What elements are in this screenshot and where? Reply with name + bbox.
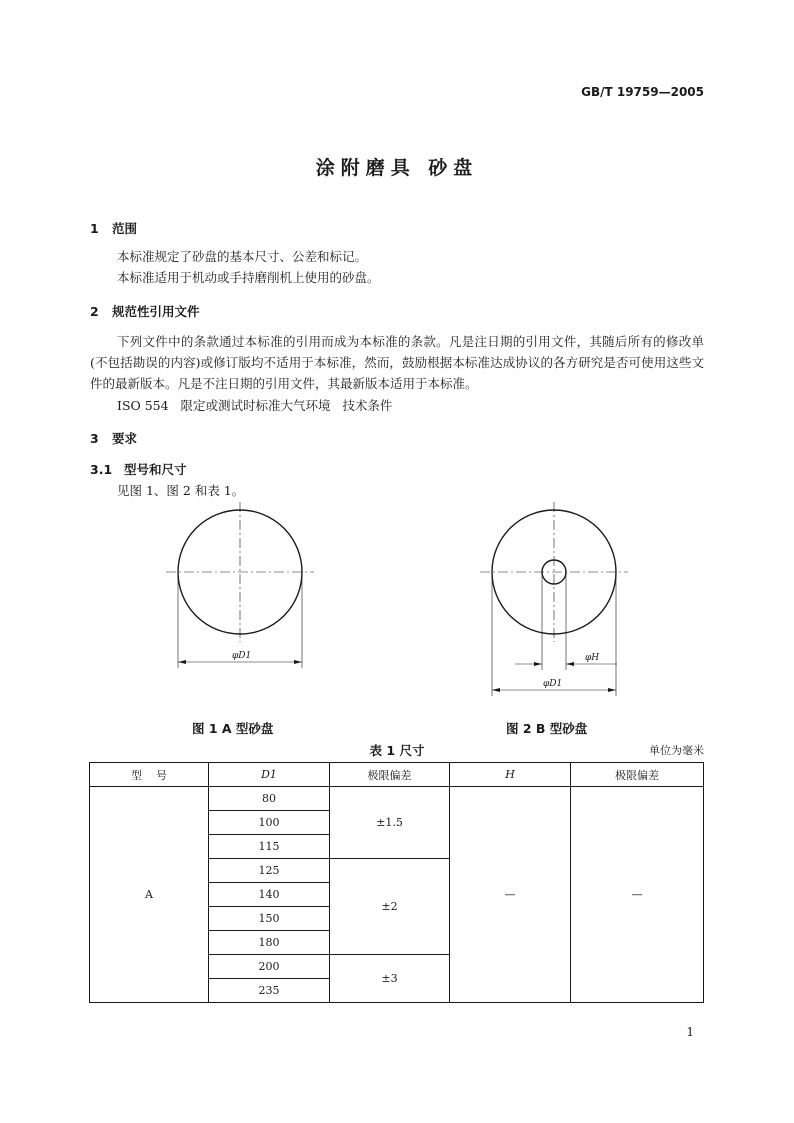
header-tolerance: 极限偏差 [330,763,450,787]
table-header-row [90,763,704,787]
page-number: 1 [686,1025,694,1039]
paragraph: 本标准适用于机动或手持磨削机上使用的砂盘。 [117,270,380,285]
d1-cell: 180 [209,931,330,955]
tolerance-cell: ±1.5 [330,787,450,859]
dimension-table [89,762,704,1003]
d1-cell: 125 [209,859,330,883]
section-title: 型号和尺寸 [124,462,187,477]
header-type: 型 号 [90,763,209,787]
section-number: 3.1 [90,462,113,477]
dimension-label-h: φH [585,653,600,663]
arrow-left-icon [178,660,186,664]
table-row [90,787,704,811]
paragraph: 见图 1、图 2 和表 1。 [117,483,245,498]
arrow-left-icon [566,662,574,666]
header-h: H [450,763,571,787]
d1-cell: 100 [209,811,330,835]
arrow-left-icon [492,688,500,692]
h-tolerance-cell: — [571,787,704,1003]
paragraph: 下列文件中的条款通过本标准的引用而成为本标准的条款。凡是注日期的引用文件，其随后所有的修改单(不包括勘误的内容)或修订版均不适用于本标准，然而，鼓励根据本标准达成协议的各方研究是否可使用这些文件的最新版本。凡是不注日期的引用文件，其最新版本适用于本标准。 [90,334,704,391]
standard-code: GB/T 19759—2005 [581,85,704,99]
section-number: 3 [90,431,99,446]
h-cell: — [450,787,571,1003]
section-3-1-heading [90,460,187,478]
section-title: 规范性引用文件 [112,304,200,319]
header-d1: D1 [209,763,330,787]
section-3-heading [90,429,137,447]
figure-2-caption: 图 2 B 型砂盘 [506,721,588,736]
arrow-right-icon [534,662,542,666]
d1-cell: 150 [209,907,330,931]
header-h-tolerance: 极限偏差 [571,763,704,787]
figure-1-caption: 图 1 A 型砂盘 [192,721,274,736]
d1-cell: 235 [209,979,330,1003]
arrow-right-icon [294,660,302,664]
d1-cell: 200 [209,955,330,979]
arrow-right-icon [608,688,616,692]
tolerance-cell: ±2 [330,859,450,955]
section-2-heading [90,302,200,320]
d1-cell: 80 [209,787,330,811]
table-caption: 表 1 尺寸 [369,743,425,758]
section-title: 要求 [112,431,138,446]
figure-2-drawing [475,502,645,702]
section-number: 1 [90,221,99,236]
tolerance-cell: ±3 [330,955,450,1003]
table-unit: 单位为毫米 [649,744,704,757]
figure-1-drawing [160,502,330,674]
dimension-label-d1: φD1 [232,651,252,661]
section-number: 2 [90,304,99,319]
d1-cell: 140 [209,883,330,907]
section-1-heading [90,219,137,237]
d1-cell: 115 [209,835,330,859]
section-title: 范围 [112,221,138,236]
reference-item: ISO 554 限定或测试时标准大气环境 技术条件 [117,398,393,413]
page-title: 涂附磨具 砂盘 [315,157,479,179]
dimension-label-d1: φD1 [543,679,563,689]
paragraph: 本标准规定了砂盘的基本尺寸、公差和标记。 [117,249,368,264]
type-cell: A [90,787,209,1003]
